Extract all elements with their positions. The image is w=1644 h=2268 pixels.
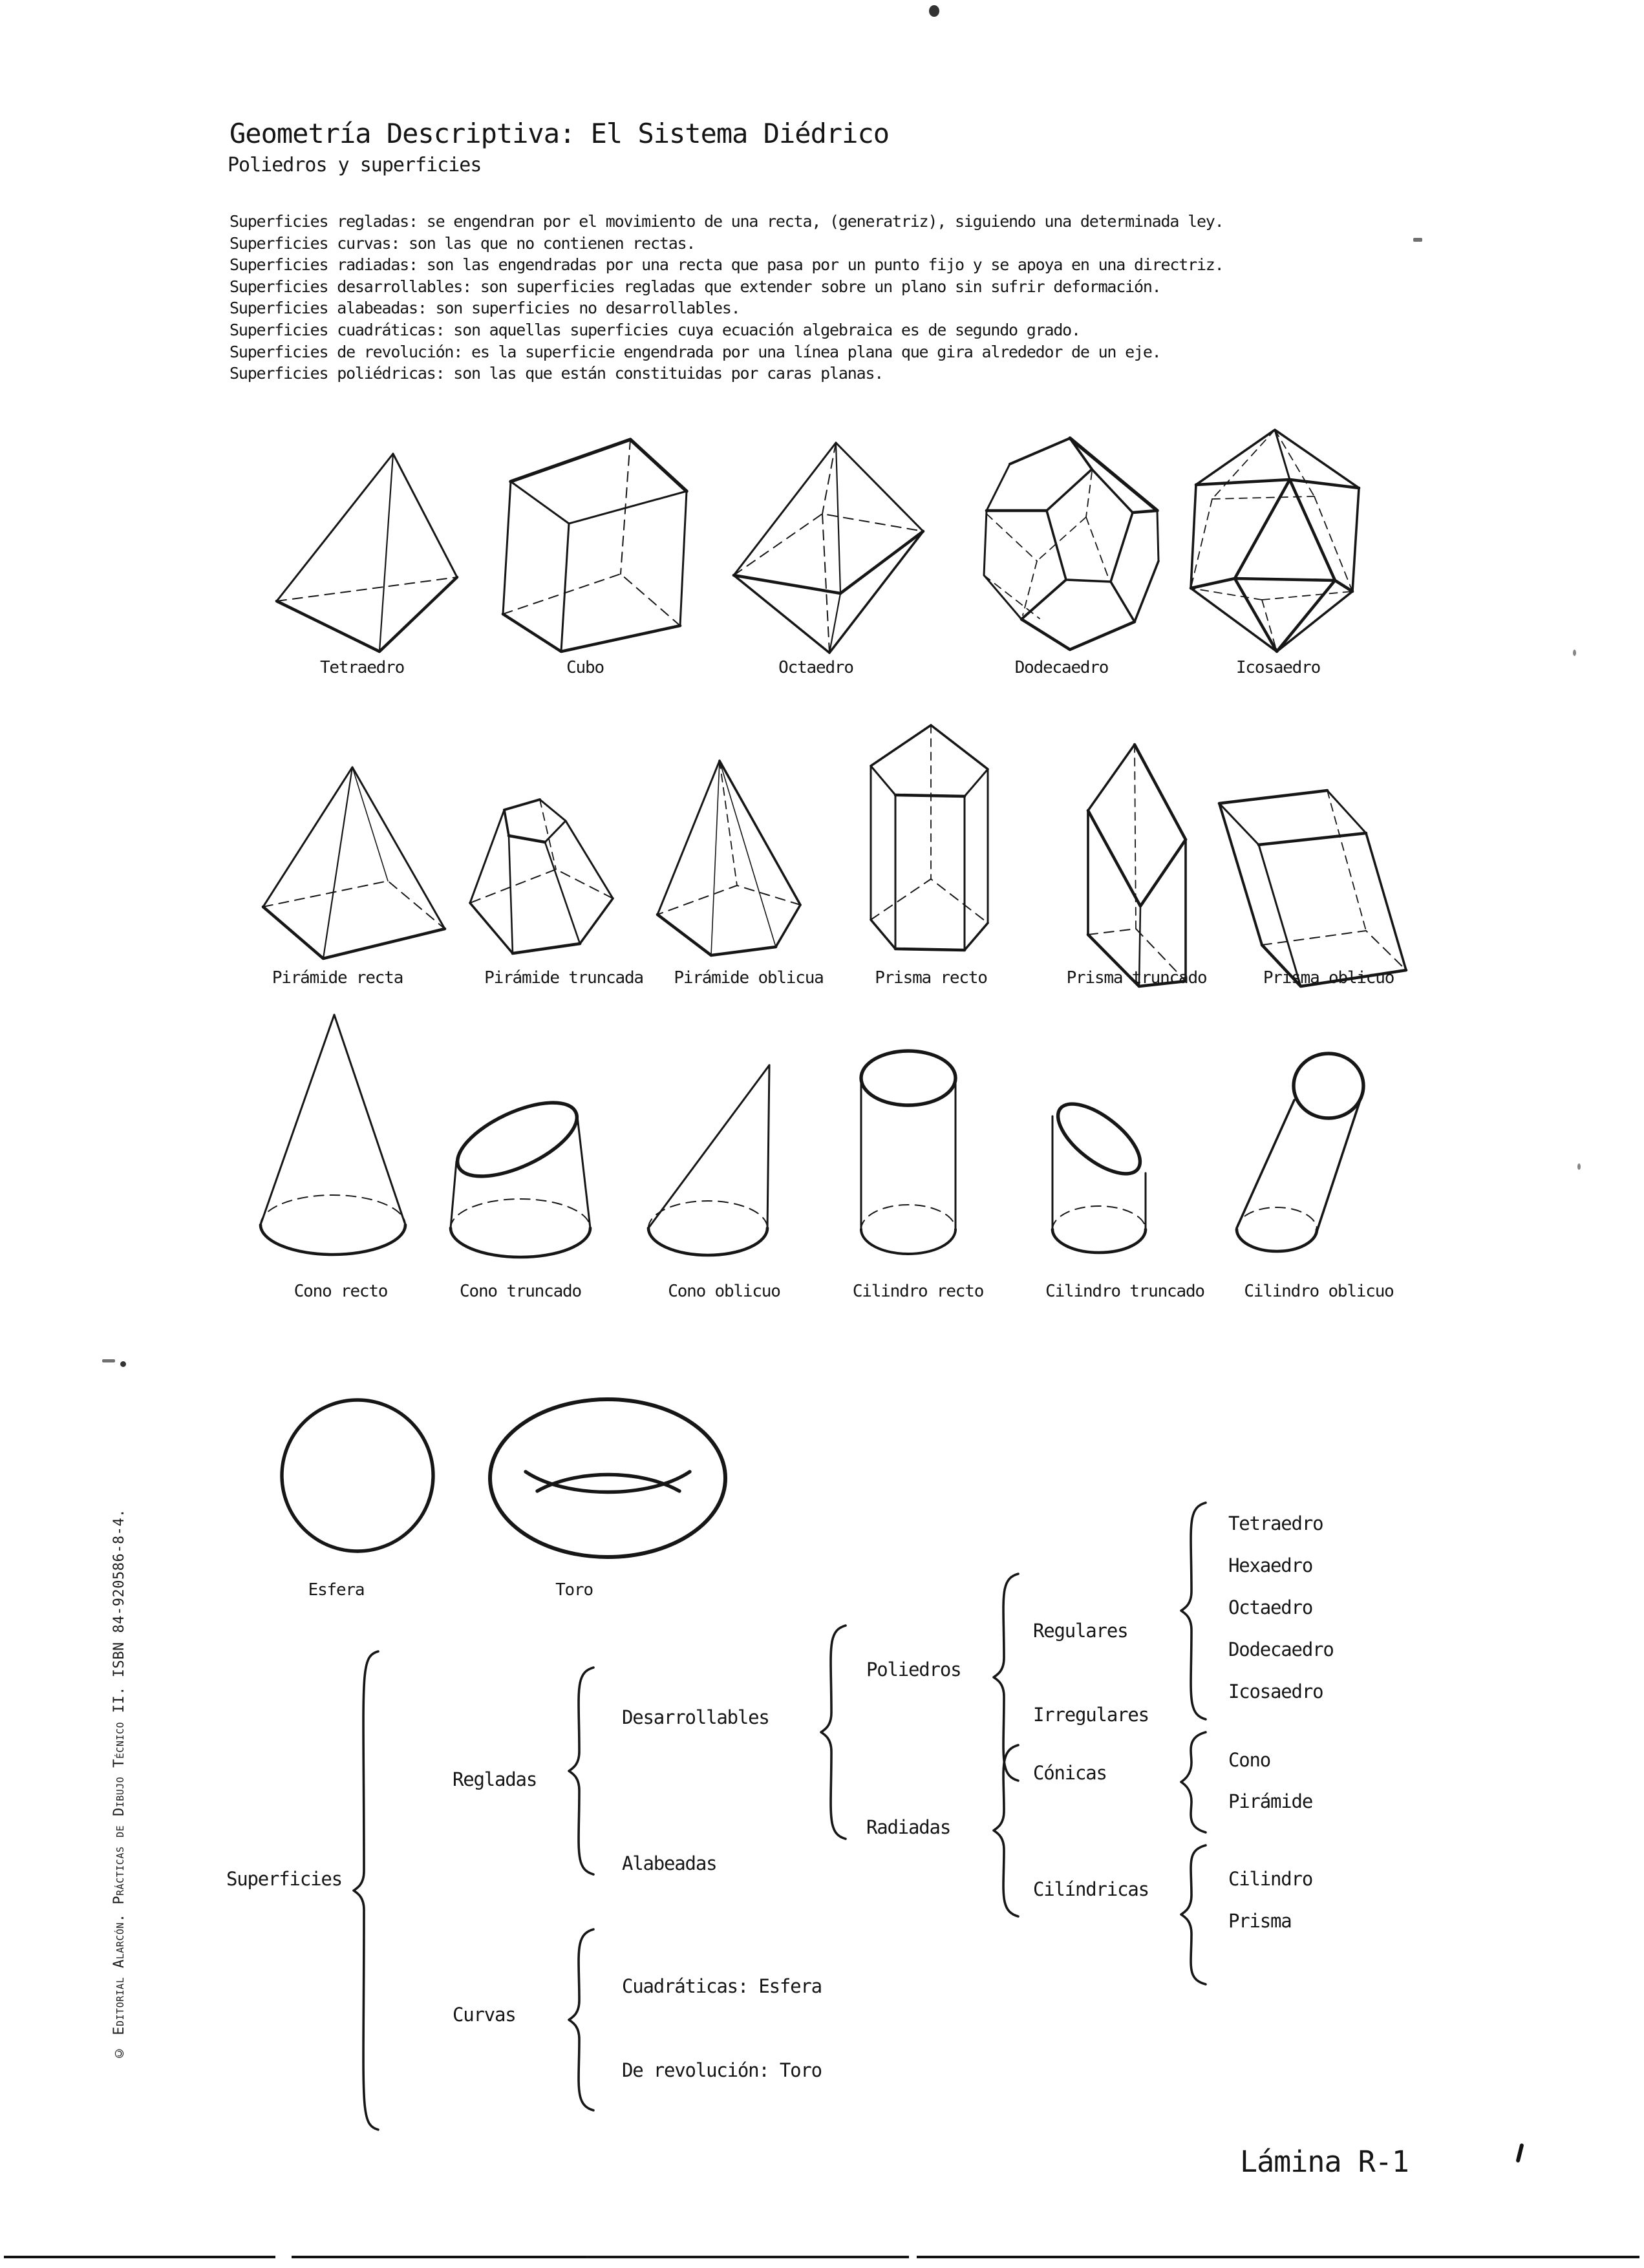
figure-label-prisma-recto: Prisma recto: [875, 968, 987, 988]
figure-label-cilindro-recto: Cilindro recto: [852, 1282, 984, 1301]
tree-leaf-tetraedro: Tetraedro: [1228, 1512, 1323, 1534]
definition-line: Superficies de revolución: es la superficie engendrada por una línea plana que gira alrededor de un eje.: [230, 342, 1161, 361]
tree-node-conicas: Cónicas: [1033, 1762, 1107, 1784]
definition-line: Superficies desarrollables: son superficies regladas que extender sobre un plano sin sufrir deformación.: [230, 277, 1161, 296]
cubo-figure: [503, 440, 687, 652]
figure-label-dodecaedro: Dodecaedro: [1014, 658, 1109, 677]
esfera-figure: [282, 1400, 433, 1551]
ink-dot-artifact: [929, 5, 939, 17]
figure-label-esfera: Esfera: [308, 1580, 365, 1600]
scan-speck: [120, 1361, 126, 1367]
scan-speck: [1577, 1163, 1581, 1170]
figure-label-piramide-truncada: Pirámide truncada: [484, 968, 643, 988]
figure-label-cilindro-truncado: Cilindro truncado: [1045, 1282, 1204, 1301]
icosaedro-figure: [1191, 430, 1359, 652]
figure-label-cono-recto: Cono recto: [294, 1282, 388, 1301]
prisma-oblicuo-figure: [1219, 790, 1406, 986]
brace-conicas: [1181, 1732, 1206, 1832]
tree-leaf-dodecaedro: Dodecaedro: [1228, 1638, 1334, 1660]
tree-leaf-hexaedro: Hexaedro: [1228, 1554, 1313, 1576]
brace-superficies: [354, 1651, 378, 2130]
scan-speck: [1413, 238, 1422, 242]
figure-label-tetraedro: Tetraedro: [319, 658, 405, 677]
cono-recto-figure: [261, 1015, 405, 1255]
editorial-isbn-note: © Editorial Alarcón. Prácticas de Dibujo Técnico II. ISBN 84-920586-8-4.: [111, 1509, 127, 2061]
prisma-recto-figure: [871, 725, 988, 950]
tree-leaf-prisma: Prisma: [1228, 1910, 1292, 1932]
tetraedro-figure: [277, 454, 457, 652]
cono-oblicuo-figure: [648, 1065, 769, 1255]
prisma-truncado-figure: [1088, 745, 1186, 986]
dodecaedro-figure: [984, 438, 1158, 650]
definition-line: Superficies curvas: son las que no contienen rectas.: [230, 233, 696, 253]
figure-label-cilindro-oblicuo: Cilindro oblicuo: [1244, 1282, 1394, 1301]
definition-line: Superficies poliédricas: son las que están constituidas por caras planas.: [230, 364, 884, 383]
tree-root-superficies: Superficies: [226, 1868, 342, 1890]
tree-node-radiadas: Radiadas: [866, 1816, 951, 1838]
definition-line: Superficies radiadas: son las engendradas por una recta que pasa por un punto fijo y se apoya en una directriz.: [230, 255, 1224, 275]
brace-desarrollables: [821, 1626, 846, 1839]
tree-braces: [354, 1503, 1206, 2130]
piramide-recta-figure: [263, 767, 445, 959]
tree-node-regladas: Regladas: [453, 1768, 537, 1790]
tree-leaf-cono: Cono: [1228, 1749, 1271, 1771]
tree-node-desarrollables: Desarrollables: [622, 1706, 769, 1728]
tree-node-curvas: Curvas: [453, 2004, 516, 2026]
tree-leaf-piramide: Pirámide: [1228, 1790, 1313, 1812]
brace-curvas: [569, 1929, 593, 2110]
figure-label-cono-oblicuo: Cono oblicuo: [668, 1282, 780, 1301]
brace-cilindricas: [1181, 1845, 1206, 1984]
cono-truncado-figure: [447, 1088, 590, 1257]
octaedro-figure: [734, 443, 923, 653]
toro-figure: [490, 1399, 725, 1557]
tree-node-irregulares: Irregulares: [1033, 1704, 1149, 1726]
scan-speck: [1573, 650, 1576, 656]
page-title: Geometría Descriptiva: El Sistema Diédrico: [230, 118, 890, 149]
tree-node-regulares: Regulares: [1033, 1620, 1128, 1642]
scan-edge-line: [4, 2256, 1639, 2258]
definition-line: Superficies cuadráticas: son aquellas superficies cuya ecuación algebraica es de segundo grado.: [230, 320, 1080, 339]
piramide-oblicua-figure: [657, 761, 800, 955]
page-subtitle: Poliedros y superficies: [228, 154, 482, 176]
tree-node-cuadraticas: Cuadráticas: Esfera: [622, 1975, 822, 1997]
figure-label-piramide-oblicua: Pirámide oblicua: [674, 968, 824, 988]
cilindro-truncado-figure: [1047, 1091, 1151, 1253]
scan-speck: [102, 1359, 115, 1362]
figure-label-cono-truncado: Cono truncado: [460, 1282, 581, 1301]
cilindro-oblicuo-figure: [1237, 1054, 1363, 1251]
figure-label-toro: Toro: [555, 1580, 593, 1600]
piramide-truncada-figure: [470, 800, 613, 953]
cilindro-recto-figure: [861, 1051, 955, 1254]
brace-regladas: [569, 1668, 593, 1874]
figure-label-prisma-truncado: Prisma truncado: [1066, 968, 1207, 988]
figure-label-icosaedro: Icosaedro: [1235, 658, 1321, 677]
tree-leaf-octaedro: Octaedro: [1228, 1596, 1313, 1618]
tree-node-alabeadas: Alabeadas: [622, 1852, 717, 1874]
definition-line: Superficies regladas: se engendran por el movimiento de una recta, (generatriz), siguiendo una determinada ley.: [230, 212, 1224, 231]
brace-regulares: [1181, 1503, 1206, 1719]
definition-line: Superficies alabeadas: son superficies no desarrollables.: [230, 299, 740, 318]
tree-node-poliedros: Poliedros: [866, 1659, 961, 1680]
tree-node-de-revolucion: De revolución: Toro: [622, 2059, 822, 2081]
figure-label-octaedro: Octaedro: [778, 658, 853, 677]
sheet-number: Lámina R-1: [1240, 2145, 1409, 2179]
tree-leaf-icosaedro: Icosaedro: [1228, 1680, 1323, 1702]
tree-node-cilindricas: Cilíndricas: [1033, 1878, 1149, 1900]
figure-label-piramide-recta: Pirámide recta: [272, 968, 403, 988]
tree-leaf-cilindro: Cilindro: [1228, 1868, 1313, 1890]
figure-label-prisma-oblicuo: Prisma oblicuo: [1263, 968, 1394, 988]
figure-label-cubo: Cubo: [566, 658, 604, 677]
brace-poliedros: [994, 1574, 1018, 1781]
